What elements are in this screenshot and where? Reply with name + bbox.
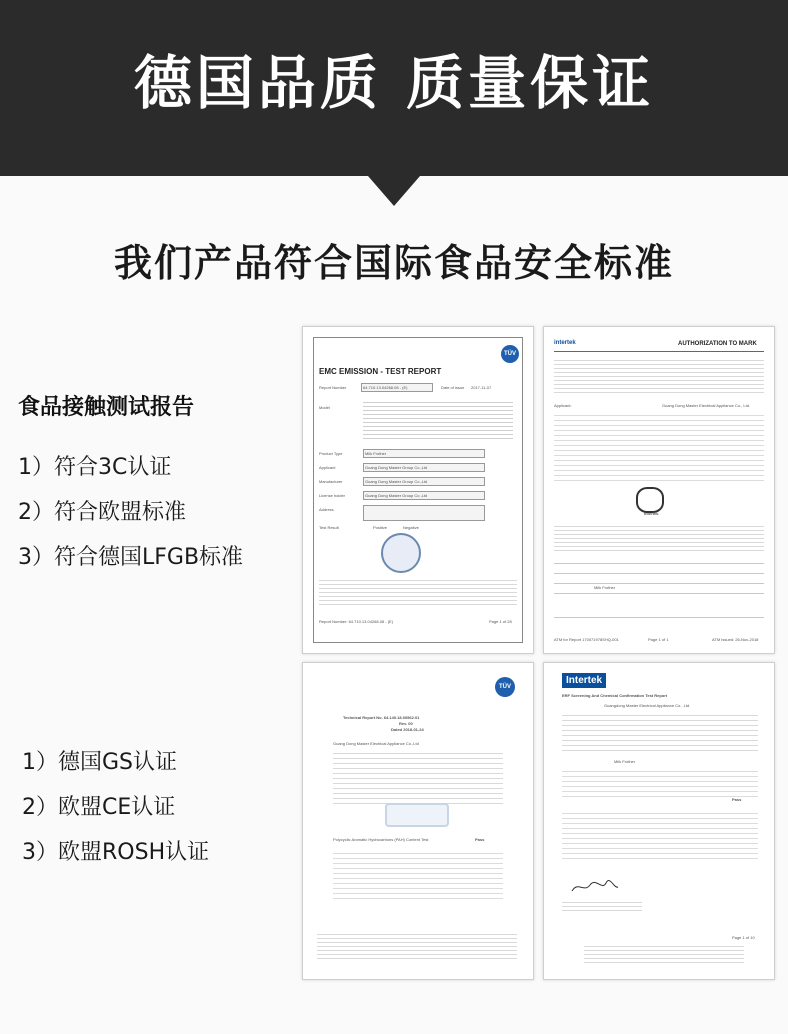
section2-item: 1）德国GS认证 — [22, 750, 178, 775]
section1-item: 2）符合欧盟标准 — [18, 500, 186, 525]
applicant-label: Applicant: — [554, 403, 572, 408]
section1-item: 1）符合3C认证 — [18, 455, 172, 480]
license-holder-value: Guang Dong Master Group Co.,Ltd — [365, 493, 428, 498]
section1-item: 3）符合德国LFGB标准 — [18, 545, 244, 570]
footer-left: ATM for Report 170071978SHQ-001 — [554, 637, 619, 642]
product-value: Milk Frother — [594, 585, 616, 590]
page-number: Page 1 of 28 — [489, 619, 512, 624]
test-result: Pass — [475, 837, 485, 842]
fine-print — [554, 523, 764, 553]
section1-heading: 食品接触测试报告 — [18, 395, 195, 420]
table-row — [554, 583, 764, 584]
watermark-icon — [385, 803, 449, 827]
footer-fine-print — [584, 943, 744, 965]
tuv-logo-icon: TÜV — [495, 677, 515, 697]
table-row — [554, 593, 764, 594]
signature-icon — [570, 879, 620, 895]
field-label: Manufacturer — [319, 479, 343, 484]
banner-notch — [0, 170, 788, 210]
certification-stamp-icon — [381, 533, 421, 573]
footer-right: ATM Issued: 26-Nov-2018 — [712, 637, 759, 642]
document-title: AUTHORIZATION TO MARK — [678, 341, 757, 347]
field-label: Test Result — [319, 525, 339, 530]
signatory — [562, 899, 642, 911]
fine-print — [319, 577, 517, 607]
intertek-logo-icon: Intertek — [562, 673, 606, 688]
sample-value: Milk Frother — [614, 759, 636, 764]
footer-fine-print — [317, 931, 517, 961]
date-value: 2017-11-07 — [471, 385, 492, 390]
etl-mark-icon — [636, 487, 664, 513]
notes-text — [333, 849, 503, 899]
test-item: Polycyclic Aromatic Hydrocarbons (PAH) Content Test — [333, 837, 429, 842]
sample-details — [562, 767, 758, 801]
applicant-value: Guang Dong Master Group Co.,Ltd — [365, 465, 428, 470]
report-number: 64.710.13.04268.08 - (E) — [363, 385, 408, 390]
applicant-value: Guang Dong Master Electrical Appliance Co.,Ltd — [333, 741, 419, 746]
applicant-details — [562, 711, 758, 751]
intertek-logo-icon: intertek — [554, 340, 576, 346]
details-table — [554, 411, 764, 481]
details-text — [333, 749, 503, 805]
revision: Rev. 00 — [399, 721, 413, 726]
field-label: Product Type — [319, 451, 343, 456]
footer-report-number: Report Number: 64.710.13.04268.08 - (E) — [319, 619, 394, 624]
field-label: Model — [319, 405, 330, 410]
table-row — [554, 617, 764, 618]
divider — [554, 351, 764, 352]
dated: Dated 2018-01-24 — [391, 727, 424, 732]
field-label: Address — [319, 507, 334, 512]
tuv-technical-report-document — [302, 662, 534, 980]
manufacturer-value: Guang Dong Master Group Co.,Ltd — [365, 479, 428, 484]
banner-title: 德国品质 质量保证 — [133, 49, 655, 117]
field-label: License holder — [319, 493, 346, 498]
tuv-logo-icon: TÜV — [501, 345, 519, 363]
negative-option: Negative — [403, 525, 419, 530]
results-table — [562, 809, 758, 859]
report-heading: ERF Screening And Chemical Confirmation Test Report — [562, 693, 668, 698]
field-label: Applicant — [319, 465, 336, 470]
report-number-label: Report Number — [319, 385, 347, 390]
intertek-mark: Intertek — [644, 511, 659, 516]
table-row — [554, 573, 764, 574]
model-list — [363, 399, 513, 439]
applicant-value: Guangdong Master Electrical Appliance Co., Ltd. — [604, 703, 691, 708]
address-field — [363, 505, 485, 521]
positive-option: Positive — [373, 525, 388, 530]
section2-item: 2）欧盟CE认证 — [22, 795, 176, 820]
page-subtitle: 我们产品符合国际食品安全标准 — [113, 241, 674, 285]
date-label: Date of issue — [441, 385, 465, 390]
technical-report-number: Technical Report No. 64.140.18.00562.01 — [343, 715, 420, 720]
section2-item: 3）欧盟ROSH认证 — [22, 840, 210, 865]
test-result: Pass — [732, 797, 742, 802]
product-type-value: Milk Frother — [365, 451, 387, 456]
emc-test-report-document — [302, 326, 534, 654]
page-number: Page 1 of 10 — [732, 935, 755, 940]
fine-print — [554, 357, 764, 393]
table-row — [554, 563, 764, 564]
intertek-test-report-document — [543, 662, 775, 980]
document-title: EMC EMISSION - TEST REPORT — [319, 367, 442, 376]
manufacturer-value: Guang Dong Master Electrical Appliance Co., Ltd. — [662, 403, 751, 408]
intertek-authorization-document — [543, 326, 775, 654]
footer-page: Page 1 of 1 — [648, 637, 669, 642]
